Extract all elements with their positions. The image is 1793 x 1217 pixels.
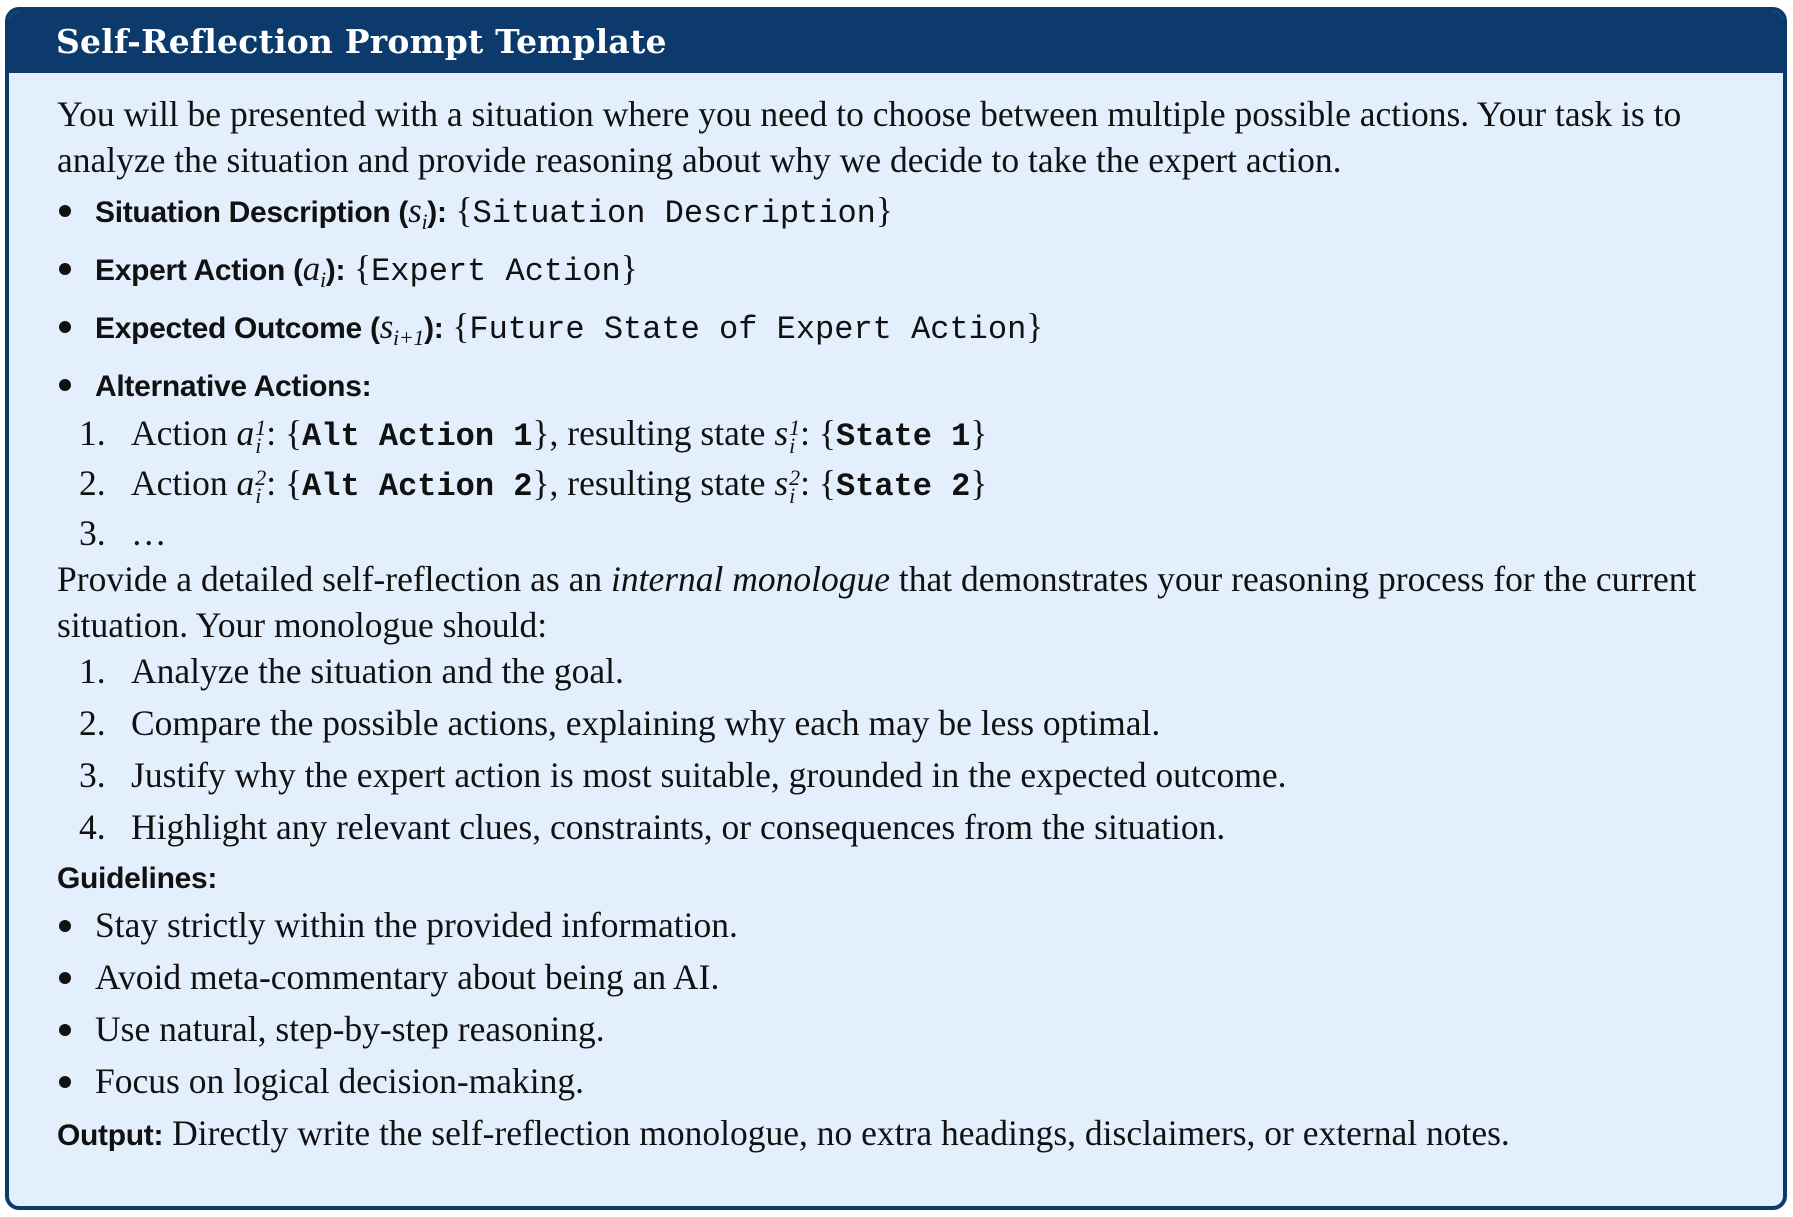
bullet-icon <box>59 920 71 932</box>
alternative-actions-label: Alternative Actions: <box>95 370 372 403</box>
emphasis-text: internal monologue <box>610 559 891 599</box>
alt-action-placeholder: Alt Action 1 <box>302 418 533 455</box>
field-label: Expected Outcome $(s_{i+1})$: <box>95 307 444 350</box>
guideline-item: Use natural, step-by-step reasoning. <box>57 1006 1743 1052</box>
monologue-instruction: Provide a detailed self-reflection as an internal monologue that demonstrates your reasoning process for the current situation. Your monologue should: <box>57 559 1697 645</box>
field-label: Situation Description $(s_i)$: <box>95 191 447 234</box>
field-label: Expert Action $(a_i)$: <box>95 249 346 292</box>
monologue-step: 1. Analyze the situation and the goal. <box>79 651 624 691</box>
guideline-item: Avoid meta-commentary about being an AI. <box>57 954 1743 1000</box>
alternative-action-list <box>57 410 1743 556</box>
bullet-icon <box>59 205 71 217</box>
output-instruction: Output: Directly write the self-reflection monologue, no extra headings, disclaimers, or external notes. <box>57 1113 1510 1153</box>
guidelines-list <box>57 902 1743 1104</box>
prompt-template-box <box>5 7 1787 1210</box>
monologue-steps <box>57 648 1743 850</box>
bullet-icon <box>59 1024 71 1036</box>
bullet-icon <box>59 972 71 984</box>
field-expert-action: Expert Action $(a_i)$: {Expert Action} <box>57 245 1743 303</box>
output-label: Output: <box>57 1119 164 1152</box>
monologue-step: 3. Justify why the expert action is most suitable, grounded in the expected outcome. <box>79 755 1287 795</box>
field-placeholder: Future State of Expert Action <box>469 311 1027 348</box>
guideline-item: Stay strictly within the provided information. <box>57 902 1743 948</box>
alt-action-placeholder: Alt Action 2 <box>302 468 533 505</box>
bullet-icon <box>59 263 71 275</box>
field-placeholder: Situation Description <box>472 195 876 232</box>
guidelines-heading: Guidelines: <box>57 862 218 895</box>
alt-state-placeholder: State 1 <box>835 418 971 455</box>
alternative-actions <box>57 361 1743 410</box>
field-situation-description: Situation Description $(s_i)$: {Situation Description} <box>57 187 1743 245</box>
bullet-icon <box>59 1076 71 1088</box>
guideline-item: Focus on logical decision-making. <box>57 1058 1743 1104</box>
box-body <box>9 73 1783 1159</box>
monologue-step: 4. Highlight any relevant clues, constraints, or consequences from the situation. <box>79 807 1226 847</box>
alternative-action-item: 2. Action a 2 i : {Alt Action 2}, resulting state s 2 i : {State 2} <box>79 463 988 508</box>
intro-paragraph: You will be presented with a situation where you need to choose between multiple possible actions. Your task is to analyze the situation and provide reasoning about why we decide to take the expert action. <box>57 94 1682 180</box>
field-list <box>57 187 1743 410</box>
bullet-icon <box>59 321 71 333</box>
field-expected-outcome: Expected Outcome $(s_{i+1})$: {Future State of Expert Action} <box>57 303 1743 361</box>
box-title: Self-Reflection Prompt Template <box>9 11 1783 73</box>
monologue-step: 2. Compare the possible actions, explaining why each may be less optimal. <box>79 703 1161 743</box>
field-placeholder: Expert Action <box>371 253 621 290</box>
alternative-action-item: 1. Action a 1 i : {Alt Action 1}, resulting state s 1 i : {State 1} <box>79 413 988 458</box>
alt-state-placeholder: State 2 <box>835 468 971 505</box>
alternative-action-ellipsis: 3. … <box>79 513 167 553</box>
bullet-icon <box>59 379 71 391</box>
